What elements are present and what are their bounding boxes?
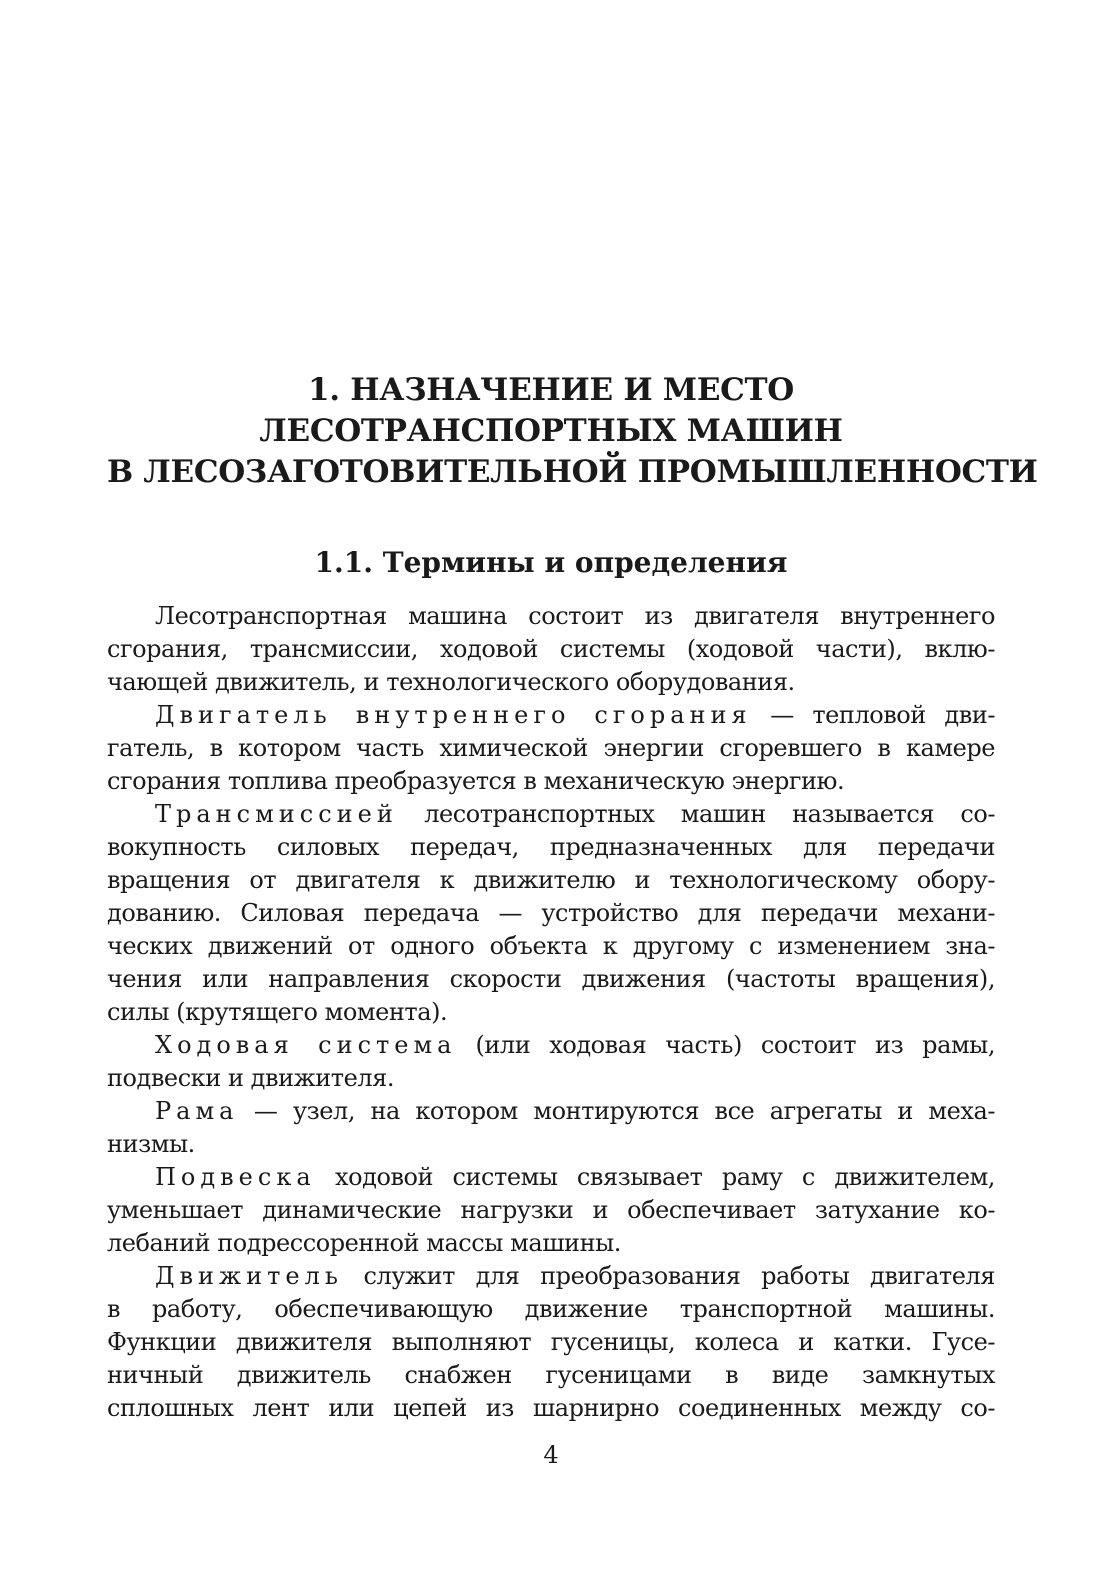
paragraph-6-line-3: лебаний подрессоренной массы машины.: [107, 1229, 621, 1257]
paragraph-3-line-5: ческих движений от одного объекта к другому с изменением зна-: [107, 932, 995, 960]
paragraph-3-line-4: дованию. Силовая передача — устройство для передачи механи-: [107, 899, 995, 927]
paragraph-5-line-1-rest: — узел, на котором монтируются все агрегаты и меха-: [238, 1097, 995, 1125]
paragraph-2-line-2: гатель, в котором часть химической энергии сгоревшего в камере: [107, 734, 995, 762]
paragraph-4-line-1: [107, 1029, 995, 1062]
paragraph-2-line-3: сгорания топлива преобразуется в механическую энергию.: [107, 767, 845, 795]
body-text: [107, 600, 995, 1425]
paragraph-1-line-2: сгорания, трансмиссии, ходовой системы (ходовой части), вклю-: [107, 635, 995, 663]
paragraph-2-line-1-rest: — тепловой дви-: [751, 701, 995, 729]
term-running-gear: Ходовая система: [155, 1031, 457, 1059]
document-page: [107, 0, 1038, 1582]
term-engine: Двигатель внутреннего сгорания: [155, 701, 752, 729]
paragraph-6-line-2: уменьшает динамические нагрузки и обеспечивает затухание ко-: [107, 1196, 995, 1224]
paragraph-4-line-1-rest: (или ходовая часть) состоит из рамы,: [456, 1031, 996, 1059]
paragraph-3-line-3: вращения от двигателя к движителю и технологическому обору-: [107, 866, 995, 894]
paragraph-5-line-1: [107, 1095, 995, 1128]
chapter-title-line-1: 1. НАЗНАЧЕНИЕ И МЕСТО: [308, 372, 794, 408]
paragraph-5-line-2: низмы.: [107, 1130, 195, 1158]
paragraph-7-line-2: в работу, обеспечивающую движение транспортной машины.: [107, 1295, 995, 1323]
paragraph-4-line-2: подвески и движителя.: [107, 1064, 395, 1092]
paragraph-3-line-7: силы (крутящего момента).: [107, 998, 448, 1026]
term-propulsor: Движитель: [155, 1262, 343, 1290]
term-frame: Рама: [155, 1097, 239, 1125]
paragraph-7-line-3: Функции движителя выполняют гусеницы, колеса и катки. Гусе-: [107, 1328, 995, 1356]
paragraph-3-line-2: вокупность силовых передач, предназначенных для передачи: [107, 833, 995, 861]
paragraph-6-line-1-rest: ходовой системы связывает раму с движителем,: [315, 1163, 995, 1191]
paragraph-7-line-1: [107, 1260, 995, 1293]
paragraph-7-line-4: ничный движитель снабжен гусеницами в виде замкнутых: [107, 1361, 995, 1389]
term-suspension: Подвеска: [155, 1163, 316, 1191]
paragraph-3-line-6: чения или направления скорости движения (частоты вращения),: [107, 965, 995, 993]
section-title: 1.1. Термины и определения: [314, 546, 788, 579]
paragraph-3-line-1-rest: лесотранспортных машин называется со-: [397, 800, 995, 828]
paragraph-1-line-1: Лесотранспортная машина состоит из двигателя внутреннего: [155, 602, 995, 630]
chapter-title-line-2: ЛЕСОТРАНСПОРТНЫХ МАШИН: [259, 413, 843, 449]
page-number: 4: [543, 1441, 559, 1469]
chapter-title-line-3: В ЛЕСОЗАГОТОВИТЕЛЬНОЙ ПРОМЫШЛЕННОСТИ: [107, 454, 1038, 490]
paragraph-7-line-5: сплошных лент или цепей из шарнирно соединенных между со-: [107, 1394, 995, 1422]
chapter-title: [107, 370, 1038, 493]
paragraph-1-line-3: чающей движитель, и технологического оборудования.: [107, 668, 795, 696]
paragraph-3-line-1: [107, 798, 995, 831]
paragraph-6-line-1: [107, 1161, 995, 1194]
paragraph-7-line-1-rest: служит для преобразования работы двигателя: [342, 1262, 995, 1290]
paragraph-2-line-1: [107, 699, 995, 732]
term-transmission: Трансмиссией: [155, 800, 398, 828]
